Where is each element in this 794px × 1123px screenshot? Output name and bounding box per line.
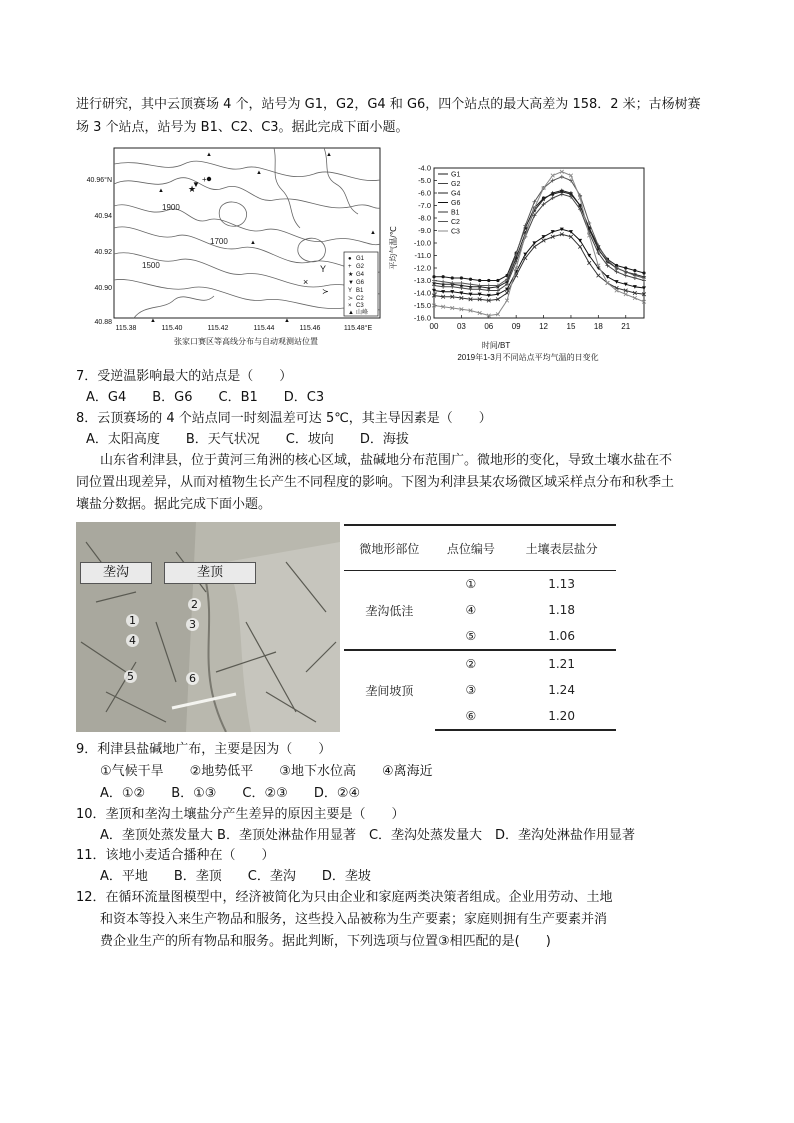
legend-c2: C2 [356,296,364,302]
q9-stem: 9．利津县盐碱地广布，主要是因为（ ） [76,742,332,757]
svg-text:×: × [348,303,352,309]
label-ridge: 垄顶 [164,562,256,584]
map-y-tick: 40.94 [94,213,112,220]
data-point [478,279,481,282]
x-tick-label: 21 [621,322,631,331]
y-tick-label: -6.0 [418,188,431,198]
data-point [624,266,627,269]
q9-options: A．①② B．①③ C．②③ D．②④ [100,786,361,801]
legend-b1: B1 [356,288,364,294]
table-cell: ⑤ [465,629,477,643]
soil-salt-table [344,524,616,731]
map-x-tick: 115.48°E [343,325,373,332]
legend-label: B1 [451,209,460,217]
table-header: 点位编号 [435,525,508,571]
peak-icon: ▲ [256,170,262,176]
q7-stem: 7．受逆温影响最大的站点是（ ） [76,369,293,384]
legend-label: G2 [451,181,461,188]
map-y-tick: 40.90 [94,285,112,292]
y-tick-label: -13.0 [413,276,431,285]
plot-frame [434,168,644,318]
y-tick-label: -9.0 [418,226,431,235]
x-tick-label: 18 [593,322,603,331]
x-tick-label: 06 [484,322,494,331]
contour-map-figure [74,144,394,358]
y-tick-label: -16.0 [413,313,431,323]
table-cell: ④ [465,603,477,617]
peak-icon: ▲ [326,152,332,158]
data-point [496,279,499,282]
table-cell: 1.13 [548,577,575,591]
station-g6-marker: ▼ [192,180,200,189]
data-point [469,278,472,281]
x-tick-label: 00 [429,322,439,331]
legend-c3: C3 [356,303,364,309]
svg-text:▼: ▼ [348,280,354,286]
legend-g6: G6 [356,280,365,286]
table-cell: ① [465,577,477,591]
q8-options: A．太阳高度 B．天气状况 C．坡向 D．海拔 [86,432,409,447]
table-cell: 1.24 [548,683,575,697]
station-g4-marker: ★ [188,184,197,194]
passage2-line-2: 同位置出现差异，从而对植物生长产生不同程度的影响。下图为利津县某农场微区域采样点分布和秋季土 [76,475,675,490]
q10-options: A．垄顶处蒸发量大 B．垄顶处淋盐作用显著 C．垄沟处蒸发量大 D．垄沟处淋盐作用显著 [100,828,636,843]
sample-point-3: 3 [186,618,199,631]
table-cell: 1.06 [548,629,575,643]
y-tick-label: -15.0 [413,301,431,310]
x-tick-label: 12 [539,322,549,331]
table-group-label: 垄沟低洼 [365,603,414,618]
y-tick-label: -8.0 [418,213,431,223]
x-tick-label: 09 [511,322,521,331]
peak-icon: ▲ [370,230,376,236]
y-tick-label: -14.0 [413,288,431,298]
y-tick-label: -5.0 [418,176,431,185]
data-point [442,275,445,278]
table-cell: 1.21 [507,650,616,677]
peak-icon: ▲ [150,318,156,324]
q10-stem: 10．垄顶和垄沟土壤盐分产生差异的原因主要是（ ） [76,807,405,822]
table-cell: ② [435,650,508,677]
station-g1-marker [207,177,211,181]
field-photo [76,522,340,732]
q9-items: ①气候干旱 ②地势低平 ③地下水位高 ④离海近 [100,764,433,779]
sample-point-4: 4 [126,634,139,647]
y-tick-label: -4.0 [418,163,431,173]
legend-g1: G1 [356,256,365,262]
contour-label-1900: 1900 [162,203,180,212]
station-c3-marker: × [303,277,309,287]
q12-line-2: 和资本等投入来生产物品和服务，这些投入品被称为生产要素；家庭则拥有生产要素并消 [100,912,608,927]
y-tick-label: -10.0 [413,238,431,248]
intro-line-2: 场 3 个站点，站号为 B1、C2、C3。据此完成下面小题。 [76,120,409,135]
station-c2-marker: ≻ [322,287,329,296]
legend-g2: G2 [356,264,365,270]
chart-y-label: 平均气温/℃ [389,226,398,270]
peak-icon: ▲ [284,318,290,324]
table-header: 微地形部位 [344,525,435,571]
map-caption: 张家口赛区等高线分布与自动观测站位置 [174,337,318,346]
svg-text:+: + [348,264,352,270]
svg-text:Y: Y [348,288,353,294]
station-g2-marker: + [202,175,207,184]
table-cell: ③ [465,683,477,697]
legend-peak: 山峰 [356,310,369,316]
x-tick-label: 03 [456,322,466,331]
table-cell: 1.18 [548,603,575,617]
passage2-line-3: 壤盐分数据。据此完成下面小题。 [76,497,272,512]
legend-label: C3 [451,228,460,236]
data-point [633,269,636,272]
passage2-line-1: 山东省利津县，位于黄河三角洲的核心区域，盐碱地分布范围广。微地形的变化，导致土壤水盐在不 [100,453,673,468]
table-row [344,571,616,598]
legend-label: G6 [451,200,461,207]
data-point [487,279,490,282]
table-row [344,650,616,677]
y-tick-label: -12.0 [413,263,431,273]
svg-text:≻: ≻ [348,296,354,302]
data-point [451,276,454,279]
table-cell: 1.20 [507,703,616,730]
contour-label-1500: 1500 [142,261,160,270]
contour-label-1700: 1700 [210,237,228,246]
q11-stem: 11．该地小麦适合播种在（ ） [76,848,275,863]
contour-map [74,144,394,354]
legend-label: G1 [451,171,461,179]
map-y-tick: 40.96°N [86,177,112,184]
peak-icon: ▲ [250,240,256,246]
q11-options: A．平地 B．垄顶 C．垄沟 D．垄坡 [100,869,371,884]
map-x-tick: 115.44 [253,325,275,332]
data-point [432,275,435,278]
map-x-tick: 115.38 [115,325,137,332]
map-x-tick: 115.46 [299,325,321,332]
x-tick-label: 15 [566,322,576,331]
sample-point-2: 2 [188,598,201,611]
map-x-tick: 115.40 [161,325,183,332]
table-group-label: 垄间坡顶 [344,650,435,730]
intro-line-1: 进行研究，其中云顶赛场 4 个，站号为 G1，G2，G4 和 G6，四个站点的最大高差为 158．2 米；古杨树赛 [76,97,701,112]
map-x-tick: 115.42 [207,325,229,332]
map-y-tick: 40.88 [94,319,112,326]
sample-point-6: 6 [186,672,199,685]
q7-options: A．G4 B．G6 C．B1 D．C3 [86,390,325,405]
y-tick-label: -7.0 [418,201,431,210]
map-y-tick: 40.92 [94,249,112,256]
chart-caption: 2019年1-3月不同站点平均气温的日变化 [457,353,599,362]
station-b1-marker: Y [320,264,327,274]
peak-icon: ▲ [206,152,212,158]
temperature-chart [386,158,666,364]
q8-stem: 8．云顶赛场的 4 个站点同一时刻温差可达 5℃，其主导因素是（ ） [76,411,492,426]
svg-text:●: ● [348,256,352,262]
table-cell: ⑥ [435,703,508,730]
sample-point-5: 5 [124,670,137,683]
peak-icon: ▲ [158,188,164,194]
data-point [642,271,645,274]
data-point [460,276,463,279]
table-header: 土壤表层盐分 [507,525,616,571]
temperature-chart-figure [386,158,666,368]
y-tick-label: -11.0 [414,251,431,260]
label-ditch: 垄沟 [80,562,152,584]
legend-label: G4 [451,190,461,198]
svg-text:★: ★ [348,272,354,278]
svg-text:▲: ▲ [348,310,354,316]
chart-x-label: 时间/BT [481,341,511,350]
legend-g4: G4 [356,272,365,278]
q12-line-3: 费企业生产的所有物品和服务。据此判断，下列选项与位置③相匹配的是( ) [100,934,551,949]
q12-line-1: 12．在循环流量图模型中，经济被简化为只由企业和家庭两类决策者组成。企业用劳动、土地 [76,890,613,905]
legend-label: C2 [451,219,460,226]
sample-point-1: 1 [126,614,139,627]
